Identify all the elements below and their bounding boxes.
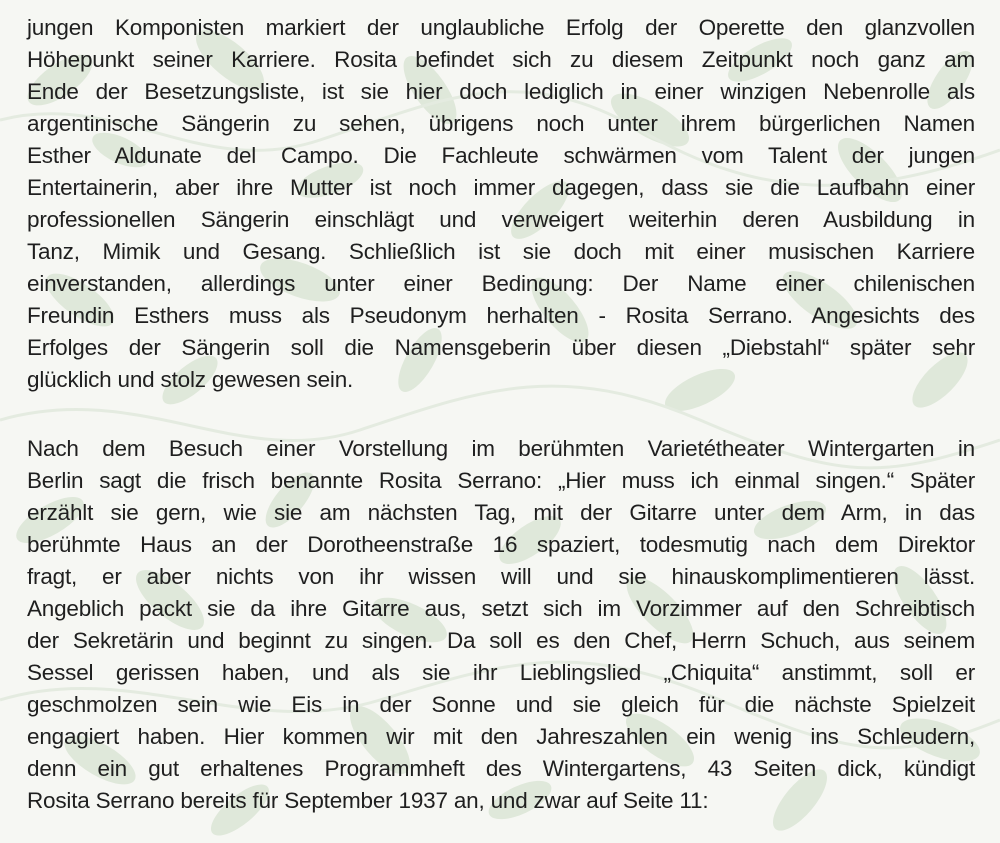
paragraph-2 [27,433,975,817]
text-line: Höhepunkt seiner Karriere. Rosita befindet sich zu diesem Zeitpunkt noch ganz am [27,47,975,72]
paragraph-1 [27,12,975,396]
text-line: einverstanden, allerdings unter einer Bedingung: Der Name einer chilenischen [27,271,975,296]
text-line: fragt, er aber nichts von ihr wissen will und sie hinauskomplimentieren lässt. [27,564,975,589]
text-line: erzählt sie gern, wie sie am nächsten Tag, mit der Gitarre unter dem Arm, in das [27,500,975,525]
text-line: Erfolges der Sängerin soll die Namensgeberin über diesen „Diebstahl“ später sehr [27,335,975,360]
text-line: berühmte Haus an der Dorotheenstraße 16 spaziert, todesmutig nach dem Direktor [27,532,975,557]
text-line: Freundin Esthers muss als Pseudonym herhalten - Rosita Serrano. Angesichts des [27,303,975,328]
text-line: Sessel gerissen haben, und als sie ihr Lieblingslied „Chiquita“ anstimmt, soll er [27,660,975,685]
text-line: der Sekretärin und beginnt zu singen. Da soll es den Chef, Herrn Schuch, aus seinem [27,628,975,653]
text-line: Tanz, Mimik und Gesang. Schließlich ist sie doch mit einer musischen Karriere [27,239,975,264]
text-line: argentinische Sängerin zu sehen, übrigens noch unter ihrem bürgerlichen Namen [27,111,975,136]
text-line: glücklich und stolz gewesen sein. [27,367,354,392]
text-line: denn ein gut erhaltenes Programmheft des Wintergartens, 43 Seiten dick, kündigt [27,756,975,781]
text-line: Angeblich packt sie da ihre Gitarre aus, setzt sich im Vorzimmer auf den Schreibtisch [27,596,975,621]
text-line: Nach dem Besuch einer Vorstellung im berühmten Varietétheater Wintergarten in [27,436,975,461]
text-line: Entertainerin, aber ihre Mutter ist noch immer dagegen, dass sie die Laufbahn einer [27,175,975,200]
text-line: Berlin sagt die frisch benannte Rosita Serrano: „Hier muss ich einmal singen.“ Später [27,468,975,493]
text-line: Ende der Besetzungsliste, ist sie hier doch lediglich in einer winzigen Nebenrolle als [27,79,975,104]
text-line: jungen Komponisten markiert der unglaubliche Erfolg der Operette den glanzvollen [27,15,975,40]
text-line: engagiert haben. Hier kommen wir mit den Jahreszahlen ein wenig ins Schleudern, [27,724,975,749]
text-line: geschmolzen sein wie Eis in der Sonne und sie gleich für die nächste Spielzeit [27,692,975,717]
text-line: Esther Aldunate del Campo. Die Fachleute schwärmen vom Talent der jungen [27,143,975,168]
text-line: professionellen Sängerin einschlägt und verweigert weiterhin deren Ausbildung in [27,207,975,232]
text-line: Rosita Serrano bereits für September 1937 an, und zwar auf Seite 11: [27,788,709,813]
